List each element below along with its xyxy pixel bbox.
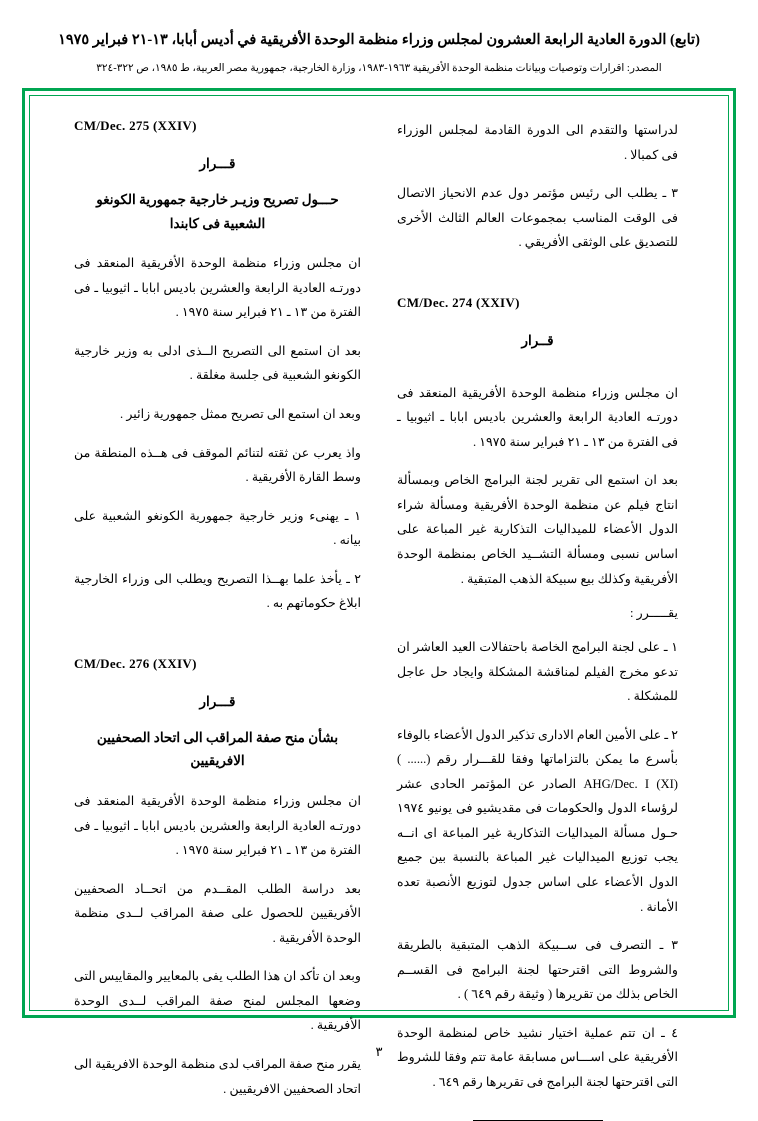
- decision-275-item-1: ١ ـ يهنىء وزير خارجية جمهورية الكونغو الشعبية على بيانه .: [74, 508, 361, 548]
- decision-276-para-2: بعد دراسة الطلب المقــدم من اتحــاد الصحفيين الأفريقيين للحصول على صفة المراقب لــدى منظمة الوحدة الأفريقية .: [74, 881, 361, 945]
- decision-275-para-3: وبعد ان استمع الى تصريح ممثل جمهورية زائير .: [120, 406, 361, 421]
- decision-276-para-3: وبعد ان تأكد ان هذا الطلب يفى بالمعايير والمقاييس التى وضعها المجلس لمنح صفة المراقب لــدى الوحدة الأفريقية .: [74, 969, 361, 1033]
- decision-275-para-2: بعد ان استمع الى التصريح الــذى ادلى به وزير خارجية الكونغو الشعبية فى جلسة مغلقة .: [74, 343, 361, 383]
- decision-276-para-1: ان مجلس وزراء منظمة الوحدة الأفريقية المنعقد فى دورتـه العادية الرابعة والعشرين باديس ابابا ـ اثيوبيا ـ فى الفترة من ١٣ ـ ٢١ فبراير سنة ١٩٧٥ .: [74, 794, 361, 858]
- two-column-body: [56, 118, 702, 1096]
- preamble-274-1: ان مجلس وزراء منظمة الوحدة الأفريقية المنعقد فى دورتـه العادية الرابعة والعشرين باديس ابابا ـ اثيوبيا ـ فى الفترة من ١٣ ـ ٢١ فبراير سنة ١٩٧٥ .: [397, 385, 678, 449]
- green-border-frame: [22, 88, 736, 1096]
- decision-id-276: CM/Dec. 276 (XXIV): [74, 655, 197, 671]
- decision-id-275: CM/Dec. 275 (XXIV): [74, 118, 197, 133]
- paragraph-continuation-2: ٣ ـ يطلب الى رئيس مؤتمر دول عدم الانحياز الاتصال فى الوقت المناسب بمجموعات العالم الثالث الأخرى للتصديق على الوثقى الأفريقي .: [397, 186, 678, 250]
- decision-item-274-3: ٣ ـ التصرف فى ســبيكة الذهب المتبقية بالطريقة والشروط التى اقترحتها لجنة البرامج فى القســم الخاص بذلك من تقريرها ( وثيقة رقم ٦٤٩ ) .: [397, 938, 678, 1002]
- decision-heading-274: قــرار: [521, 332, 554, 348]
- column-left: [56, 118, 379, 1096]
- decision-275-para-1: ان مجلس وزراء منظمة الوحدة الأفريقية المنعقد فى دورتـه العادية الرابعة والعشرين باديس ابابا ـ اثيوبيا ـ فى الفترة من ١٣ ـ ٢١ فبراير سنة ١٩٧٥ .: [74, 256, 361, 320]
- decision-subject-276: بشأن منح صفة المراقب الى اتحاد الصحفيين الافريقيين: [96, 729, 339, 769]
- page-number: ٣: [375, 1044, 383, 1059]
- header-source: المصدر: اقرارات وتوصيات وبيانات منظمة الوحدة الأفريقية ١٩٦٣-١٩٨٣، وزارة الخارجية، جمهورية مصر العربية، ط ١٩٨٥، ص ٣٢٢-٣٢٤: [96, 62, 662, 74]
- decision-item-274-4: ٤ ـ ان تتم عملية اختيار نشيد خاص لمنظمة الوحدة الأفريقية على اســـاس مسابقة عامة تتم وفقا للشروط التى اقترحتها لجنة البرامج فى تقريرها رقم ٦٤٩ .: [397, 1025, 678, 1089]
- decision-heading-276: قـــرار: [199, 693, 236, 709]
- decision-heading-275: قـــرار: [199, 156, 236, 171]
- preamble-274-2: بعد ان استمع الى تقرير لجنة البرامج الخاص وبمسألة انتاج فيلم عن منظمة الوحدة الأفريقية ومسألة شراء الدول الأعضاء للميداليات التذكارية غير المباعة على اساس نسبى ومسألة التشــيد الخاص بمنظمة الوحدة الأفريقية وكذلك بيع سبيكة الذهب المتبقية .: [397, 473, 678, 586]
- frame-inner: [29, 95, 729, 1096]
- header-title: (تابع) الدورة العادية الرابعة العشرون لمجلس وزراء منظمة الوحدة الأفريقية في أديس أبابا، ١٣-٢١ فبراير ١٩٧٥: [58, 32, 700, 48]
- decision-275-item-2: ٢ ـ يأخذ علما بهــذا التصريح ويطلب الى وزراء الخارجية ابلاغ حكوماتهم به .: [74, 571, 361, 611]
- decision-id-274: CM/Dec. 274 (XXIV): [397, 294, 520, 310]
- page-header: [0, 0, 758, 77]
- decision-275-para-4: واذ يعرب عن ثقته لتنائم الموقف فى هــذه المنطقة من وسط القارة الأفريقية .: [74, 445, 361, 485]
- decision-item-274-2: ٢ ـ على الأمين العام الادارى تذكير الدول الأعضاء بالوفاء بأسرع ما يمكن بالتزاماتها وفقا للقـــرار رقم (...... ) AHG/Dec. I (XI) الصادر عن المؤتمر الحادى عشر لرؤساء الدول والحكومات فى مقديشيو فى يونيو ١٩٧٤ حـول مسألة الميداليات التذكارية غير المباعة اى انــه يجب توزيع الميداليات غير المباعة بالنسبة بين جميع الدول الأعضاء على اساس جدول لتوزيع الأنصبة تعده الأمانة .: [397, 727, 679, 914]
- column-right: [379, 118, 702, 1089]
- paragraph-continuation-1: لدراستها والتقدم الى الدورة القادمة لمجلس الوزراء فى كمبالا .: [397, 123, 678, 162]
- decision-item-274-1: ١ ـ على لجنة البرامج الخاصة باحتفالات العيد العاشر ان تدعو مخرج الفيلم لمناقشة المشكلة وايجاد حل عاجل للمشكلة .: [397, 640, 678, 704]
- decision-subject-275: حـــول تصريح وزيـر خارجية جمهورية الكونغو الشعبية فى كابندا: [96, 192, 339, 231]
- decision-276-para-4: يقرر منح صفة المراقب لدى منظمة الوحدة الافريقية الى اتحاد الصحفيين الافريقيين .: [74, 1056, 361, 1096]
- decides-label-274: يقـــــرر :: [629, 606, 678, 621]
